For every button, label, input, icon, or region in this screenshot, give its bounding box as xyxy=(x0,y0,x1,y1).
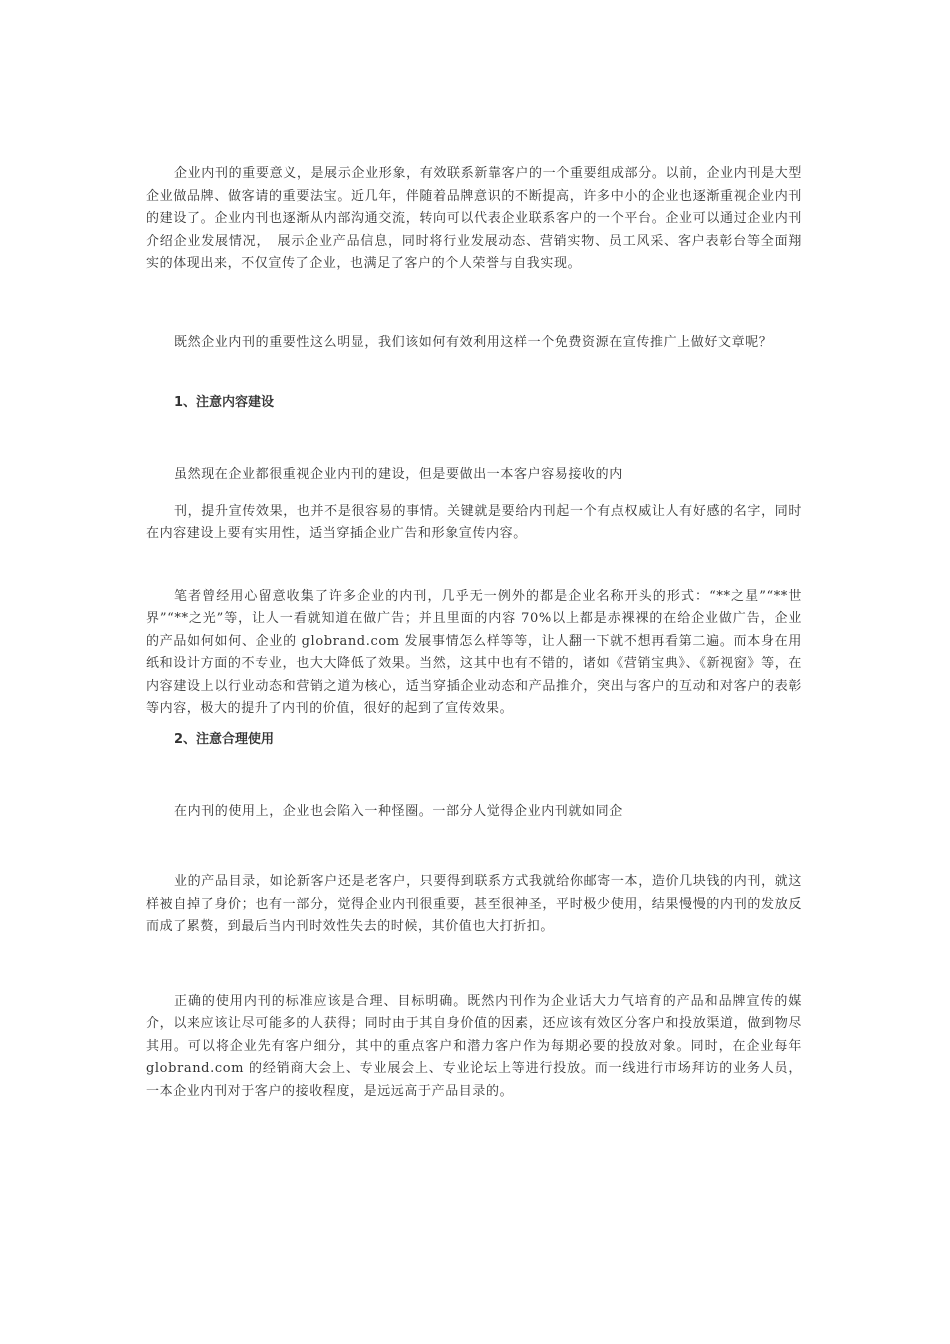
paragraph-content-2: 刊，提升宣传效果，也并不是很容易的事情。关键就是要给内刊起一个有点权威让人有好感的名字，同时在内容建设上要有实用性，适当穿插企业广告和形象宣传内容。 xyxy=(146,503,802,541)
paragraph-question: 既然企业内刊的重要性这么明显，我们该如何有效利用这样一个免费资源在宣传推广上做好文章呢？ xyxy=(174,334,773,350)
spacer xyxy=(146,823,802,871)
paragraph-usage-1: 在内刊的使用上，企业也会陷入一种怪圈。一部分人觉得企业内刊就如同企 xyxy=(174,803,623,819)
spacer xyxy=(146,487,802,501)
spacer xyxy=(146,414,802,464)
spacer xyxy=(146,276,802,322)
paragraph-usage-2: 业的产品目录，如论新客户还是老客户，只要得到联系方式我就给你邮寄一本，造价几块钱的内刊，就这样被自掉了身价；也有一部分，觉得企业内刊很重要，甚至很神圣，平时极少使用，结果慢慢的内刊的发放反而成了累赘，到最后当内刊时效性失去的时候，其价值也大打折扣。 xyxy=(146,874,802,934)
paragraph-intro: 企业内刊的重要意义，是展示企业形象，有效联系新靠客户的一个重要组成部分。以前，企业内刊是大型企业做品牌、做客请的重要法宝。近几年，伴随着品牌意识的不断提高，许多中小的企业也逐渐重视企业内刊的建设了。企业内刊也逐渐从内部沟通交流，转向可以代表企业联系客户的一个平台。企业可以通过企业内刊介绍企业发展情况， 展示企业产品信息，同时将行业发展动态、营销实物、员工风采、客户表彰台等全面翔实的体现出来，不仅宣传了企业，也满足了客户的个人荣誉与自我实现。 xyxy=(146,166,802,271)
section-heading-content: 1、注意内容建设 xyxy=(174,395,275,410)
paragraph-content-3: 笔者曾经用心留意收集了许多企业的内刊，几乎无一例外的都是企业名称开头的形式：“**之星”“**世界”“**之光”等，让人一看就知道在做广告；并且里面的内容 70%以上都是赤裸裸的在给企业做广告，企业的产品如何如何、企业的 globrand.com 发展事情怎么样等等，让人翻一下就不想再看第二遍。而本身在用纸和设计方面的不专业，也大大降低了效果。当然，这其中也有不错的，诸如《营销宝典》、《新视窗》等，在内容建设上以行业动态和营销之道为核心，适当穿插企业动态和产品推介，突出与客户的互动和对客户的表彰等内容，极大的提升了内刊的价值，很好的起到了宣传效果。 xyxy=(146,588,802,716)
spacer xyxy=(146,354,802,392)
paragraph-content-1: 虽然现在企业都很重视企业内刊的建设，但是要做出一本客户容易接收的内 xyxy=(174,467,623,482)
paragraph-usage-3: 正确的使用内刊的标准应该是合理、目标明确。既然内刊作为企业话大力气培育的产品和品牌宣传的媒介，以来应该让尽可能多的人获得；同时由于其自身价值的因素，还应该有效区分客户和投放渠道，做到物尽其用。可以将企业先有客户细分，其中的重点客户和潜力客户作为每期必要的投放对象。同时，在企业每年 globrand.com 的经销商大会上、专业展会上、专业论坛上等进行投放。而一线进行市场拜访的业务人员，一本企业内刊对于客户的接收程度，是远远高于产品目录的。 xyxy=(146,993,802,1099)
document-body xyxy=(146,163,802,1103)
spacer xyxy=(146,546,802,586)
spacer xyxy=(146,751,802,801)
spacer xyxy=(146,721,802,729)
section-heading-usage: 2、注意合理使用 xyxy=(174,731,275,747)
spacer xyxy=(146,939,802,991)
